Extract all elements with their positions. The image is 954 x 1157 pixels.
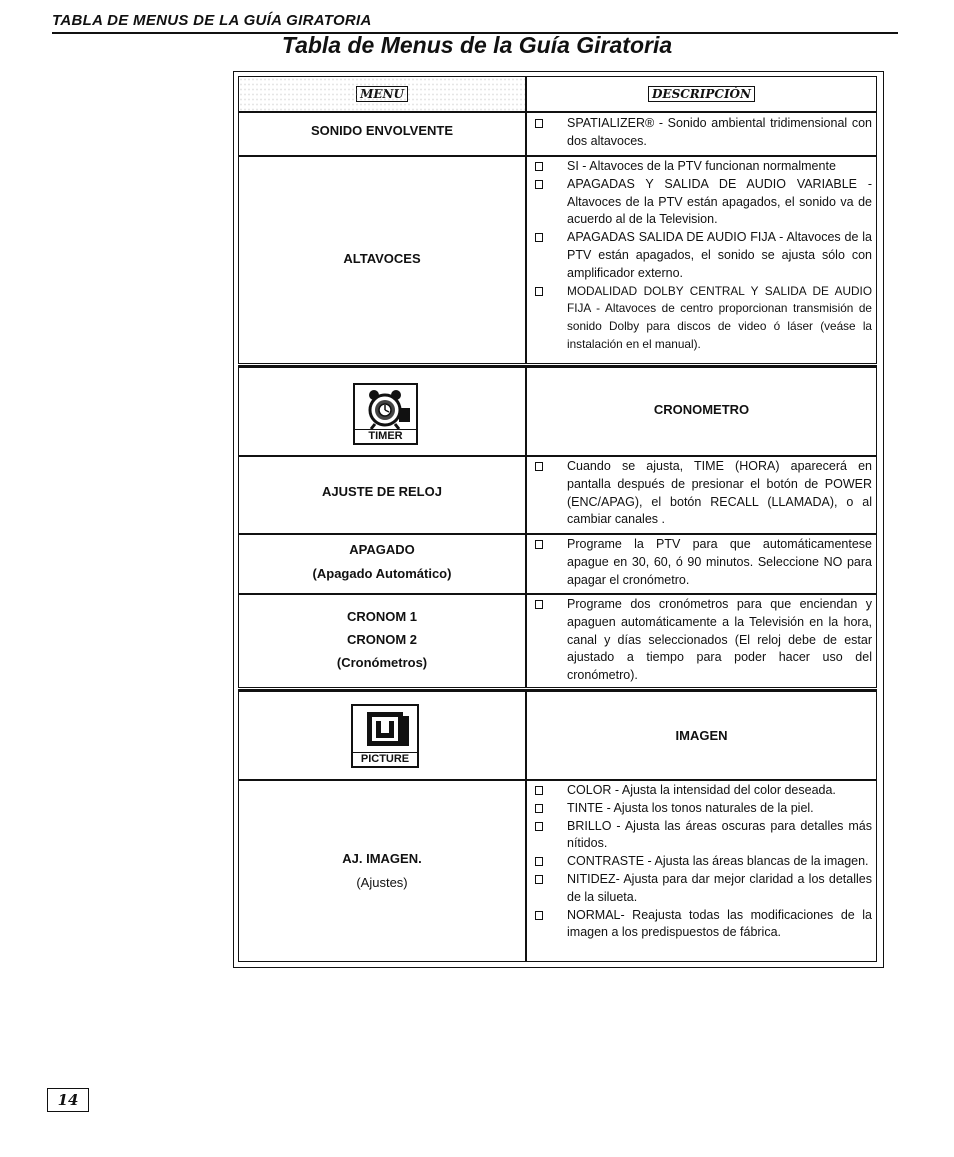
- menu-sublabel: (Apagado Automático): [312, 566, 452, 581]
- list-item: APAGADAS SALIDA DE AUDIO FIJA - Altavoces de la PTV están apagados, el sonido se ajusta sólo con amplificador externo.: [533, 229, 872, 282]
- section-label: CRONOMETRO: [653, 402, 750, 417]
- table-row-menu-cell: [238, 780, 526, 962]
- description-column-label: DESCRIPCIÓN: [648, 86, 755, 102]
- table-row-description-cell: [526, 156, 877, 364]
- menu-label: ALTAVOCES: [343, 251, 421, 266]
- list-item: NITIDEZ- Ajusta para dar mejor claridad a los detalles de la silueta.: [533, 871, 872, 907]
- scan-noise: [239, 77, 525, 111]
- table-row-description-cell: [526, 780, 877, 962]
- timer-icon-box: [353, 383, 418, 445]
- table-row-description-cell: [526, 534, 877, 594]
- list-item: APAGADAS Y SALIDA DE AUDIO VARIABLE - Altavoces de la PTV están apagados, el sonido va de acuerdo al de la Television.: [533, 176, 872, 229]
- checkbox-bullet-icon: [535, 857, 543, 866]
- checkbox-bullet-icon: [535, 119, 543, 128]
- picture-icon-caption: PICTURE: [353, 752, 417, 766]
- checkbox-bullet-icon: [535, 233, 543, 242]
- menu-label-secondary: CRONOM 2: [346, 632, 418, 647]
- menu-label: AJ. IMAGEN.: [342, 851, 422, 866]
- list-item: MODALIDAD DOLBY CENTRAL Y SALIDA DE AUDIO FIJA - Altavoces de centro proporcionan transmisión de sonido Dolby para discos de video ó láser (veáse la instalación en el manual).: [533, 283, 872, 354]
- checkbox-bullet-icon: [535, 287, 543, 296]
- menu-sublabel: (Ajustes): [356, 875, 408, 890]
- table-row-menu-cell: [238, 456, 526, 534]
- list-item: Cuando se ajusta, TIME (HORA) aparecerá en pantalla después de presionar el botón de POWER (ENC/APAG), el botón RECALL (LLAMADA), o al cambiar canales .: [533, 458, 872, 529]
- page-number: 14: [47, 1088, 89, 1112]
- list-item: SPATIALIZER® - Sonido ambiental tridimensional con dos altavoces.: [533, 115, 872, 151]
- table-row-menu-cell: [238, 156, 526, 364]
- checkbox-bullet-icon: [535, 600, 543, 609]
- menu-table: [233, 71, 884, 968]
- list-item: BRILLO - Ajusta las áreas oscuras para detalles más nítidos.: [533, 818, 872, 854]
- picture-section-label-cell: [526, 689, 877, 780]
- section-label: IMAGEN: [675, 728, 728, 743]
- list-item: COLOR - Ajusta la intensidad del color deseada.: [533, 782, 872, 800]
- table-row-description-cell: [526, 456, 877, 534]
- timer-icon-caption: TIMER: [355, 429, 416, 443]
- running-header: TABLA DE MENUS DE LA GUÍA GIRATORIA: [52, 12, 898, 34]
- list-item: NORMAL- Reajusta todas las modificaciones de la imagen a los predispuestos de fábrica.: [533, 907, 872, 943]
- table-row-menu-cell: [238, 534, 526, 594]
- checkbox-bullet-icon: [535, 162, 543, 171]
- picture-icon-box: [351, 704, 419, 768]
- table-row-menu-cell: [238, 112, 526, 156]
- checkbox-bullet-icon: [535, 822, 543, 831]
- menu-label: AJUSTE DE RELOJ: [322, 484, 442, 499]
- page-title: Tabla de Menus de la Guía Giratoria: [281, 32, 673, 58]
- timer-section-label-cell: [526, 365, 877, 456]
- checkbox-bullet-icon: [535, 911, 543, 920]
- timer-section-icon-cell: [238, 365, 526, 456]
- table-row-menu-cell: [238, 594, 526, 688]
- list-item: TINTE - Ajusta los tonos naturales de la piel.: [533, 800, 872, 818]
- checkbox-bullet-icon: [535, 786, 543, 795]
- menu-sublabel: (Cronómetros): [336, 655, 428, 670]
- list-item: Programe la PTV para que automáticamentese apague en 30, 60, ó 90 minutos. Seleccione NO para apagar el cronómetro.: [533, 536, 872, 589]
- checkbox-bullet-icon: [535, 540, 543, 549]
- menu-column-label: MENU: [356, 86, 408, 102]
- checkbox-bullet-icon: [535, 462, 543, 471]
- menu-label: CRONOM 1: [346, 609, 418, 624]
- picture-screen-icon: [353, 706, 417, 752]
- list-item: CONTRASTE - Ajusta las áreas blancas de la imagen.: [533, 853, 872, 871]
- list-item: SI - Altavoces de la PTV funcionan normalmente: [533, 158, 872, 176]
- menu-column-header: [238, 76, 526, 112]
- alarm-clock-icon: [355, 386, 416, 430]
- description-column-header: [526, 76, 877, 112]
- checkbox-bullet-icon: [535, 180, 543, 189]
- list-item: Programe dos cronómetros para que enciendan y apaguen automáticamente a la Televisión en la hora, canal y días seleccionados (El reloj debe de estar ajustado a tiempo para poder hacer uso del cronómetro).: [533, 596, 872, 685]
- picture-section-icon-cell: [238, 689, 526, 780]
- table-row-description-cell: [526, 112, 877, 156]
- checkbox-bullet-icon: [535, 875, 543, 884]
- checkbox-bullet-icon: [535, 804, 543, 813]
- table-row-description-cell: [526, 594, 877, 688]
- menu-label: SONIDO ENVOLVENTE: [310, 123, 454, 138]
- menu-label: APAGADO: [349, 542, 415, 557]
